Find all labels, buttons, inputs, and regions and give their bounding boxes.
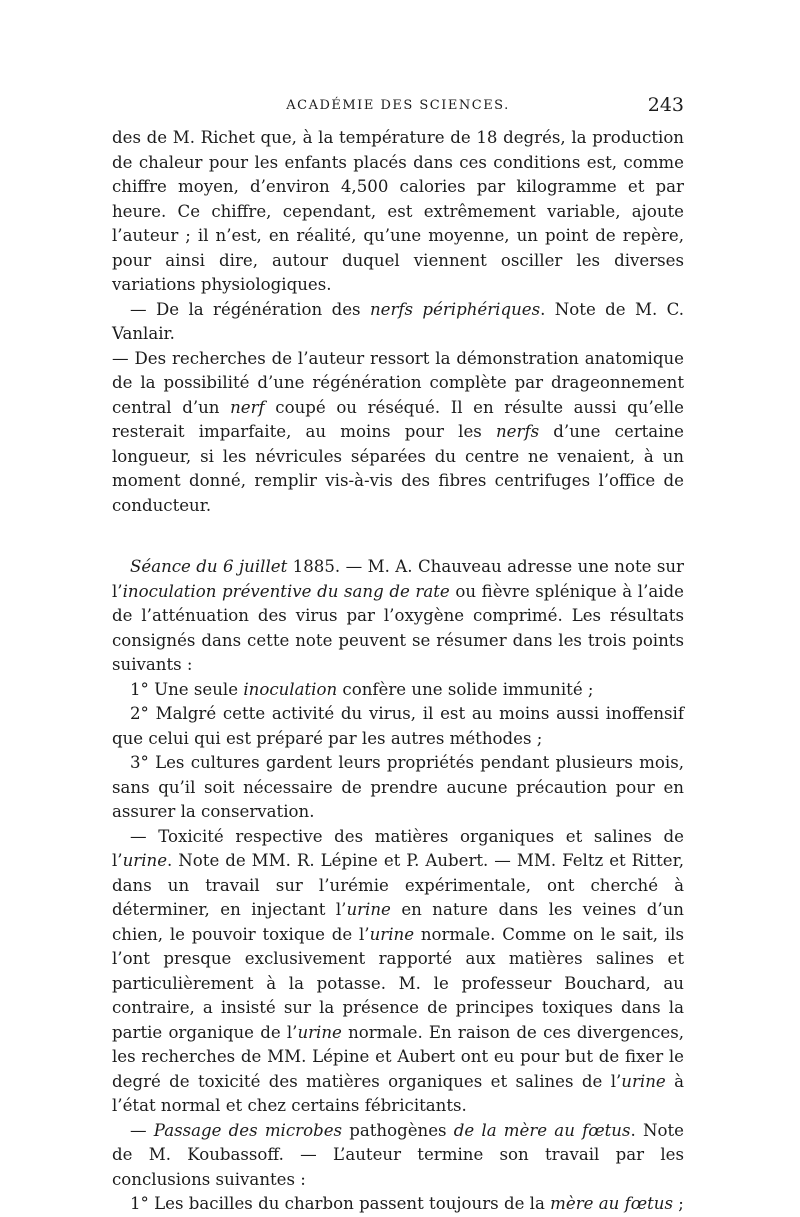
text-run: ou fièvre splénique à l’aide de l’atténuation des virus par l’oxygène comprimé. Les résultats consignés dans cette note peuvent se résumer dans les trois points suivants : <box>112 581 685 674</box>
text-run: 2° Malgré cette activité du virus, il est au moins aussi inoffensif que celui qui est préparé par les autres méthodes ; <box>112 704 684 748</box>
section-gap <box>112 518 684 555</box>
page-body <box>112 126 684 1217</box>
text-run: 3° Les cultures gardent leurs propriétés pendant plusieurs mois, sans qu’il soit nécessaire de prendre aucune précaution pour en assurer la conservation. <box>112 753 684 821</box>
paragraph <box>112 298 684 347</box>
text-run: confère une solide immunité ; <box>337 679 594 699</box>
italic-run: de la mère au fœtus <box>453 1120 631 1140</box>
text-run: 1885. — M. A. Chauveau adresse une note sur l’ <box>112 557 684 601</box>
paragraph <box>112 751 684 825</box>
text-run: — Des recherches de l’auteur ressort la démonstration anatomique de la possibilité d’une régénération complète par drageonnement central d’un <box>112 348 684 417</box>
text-run: . Note de MM. R. Lépine et P. Aubert. — MM. Feltz et Ritter, dans un travail sur l’urémie expérimentale, ont cherché à déterminer, en injectant l’ <box>112 851 684 919</box>
paragraph <box>112 347 684 519</box>
text-run: coupé ou réséqué. Il en résulte aussi qu’elle resterait imparfaite, au moins pour les <box>112 397 684 441</box>
text-run: normale. En raison de ces divergences, les recherches de MM. Lépine et Aubert ont eu pour but de fixer le degré de toxicité des matières organiques et salines de l’ <box>112 1022 685 1091</box>
italic-run: urine <box>369 924 415 944</box>
text-run: en nature dans les veines d’un chien, le pouvoir toxique de l’ <box>112 900 684 944</box>
page-header <box>112 96 684 120</box>
text-run: . Note de M. C. Vanlair. <box>112 299 684 343</box>
text-run: — De la régénération des <box>130 299 370 319</box>
paragraph <box>112 126 684 298</box>
text-run: d’une certaine longueur, si les névricules séparées du centre ne venaient, à un moment donné, remplir vis-à-vis des fibres centrifuges l’office de conducteur. <box>112 422 685 515</box>
italic-run: urine <box>621 1071 666 1091</box>
paragraph <box>112 678 684 703</box>
text-run: 1° Une seule <box>130 679 244 699</box>
italic-run: Séance du 6 juillet <box>130 557 288 576</box>
text-run: 1° Les bacilles du charbon passent toujours de la <box>130 1194 551 1213</box>
text-run: — <box>130 1120 154 1140</box>
paragraph <box>112 1192 684 1217</box>
page-number: 243 <box>647 94 684 116</box>
italic-run: urine <box>297 1022 342 1042</box>
text-run: — Toxicité respective des matières organiques et salines de l’ <box>112 826 684 870</box>
text-run: ; <box>673 1194 684 1213</box>
italic-run: Passage des microbes <box>153 1120 343 1140</box>
italic-run: nerfs périphériques <box>369 299 541 319</box>
italic-run: inoculation préventive du sang de rate <box>122 581 450 601</box>
paragraph <box>112 555 684 678</box>
italic-run: nerfs <box>496 422 540 441</box>
text-run: normale. Comme on le sait, ils l’ont presque exclusivement rapporté aux matières salines et particulièrement à la potasse. M. le professeur Bouchard, au contraire, a insisté sur la présence de principes toxiques dans la partie organique de l’ <box>112 924 685 1042</box>
text-run: pathogènes <box>342 1120 454 1140</box>
italic-run: inoculation <box>243 679 338 699</box>
text-run: des de M. Richet que, à la température de 18 degrés, la production de chaleur pour les enfants placés dans ces conditions est, comme chiffre moyen, d’environ 4,500 calories par kilogramme et par heure. Ce chiffre, cependant, est extrêmement variable, ajoute l’auteur ; il n’est, en réalité, qu’une moyenne, un point de repère, pour ainsi dire, autour duquel viennent osciller les diverses variations physiologiques. <box>112 128 684 294</box>
italic-run: mère au fœtus <box>550 1194 674 1213</box>
paragraph <box>112 825 684 1119</box>
paragraph <box>112 1119 684 1193</box>
italic-run: nerf <box>230 397 265 417</box>
text-run: à l’état normal et chez certains fébricitants. <box>112 1071 684 1115</box>
italic-run: urine <box>346 900 391 919</box>
italic-run: urine <box>122 851 168 870</box>
paragraph <box>112 702 684 751</box>
text-run: . Note de M. Koubassoff. — L’auteur termine son travail par les conclusions suivantes : <box>112 1120 684 1189</box>
running-head: ACADÉMIE DES SCIENCES. <box>286 98 510 113</box>
